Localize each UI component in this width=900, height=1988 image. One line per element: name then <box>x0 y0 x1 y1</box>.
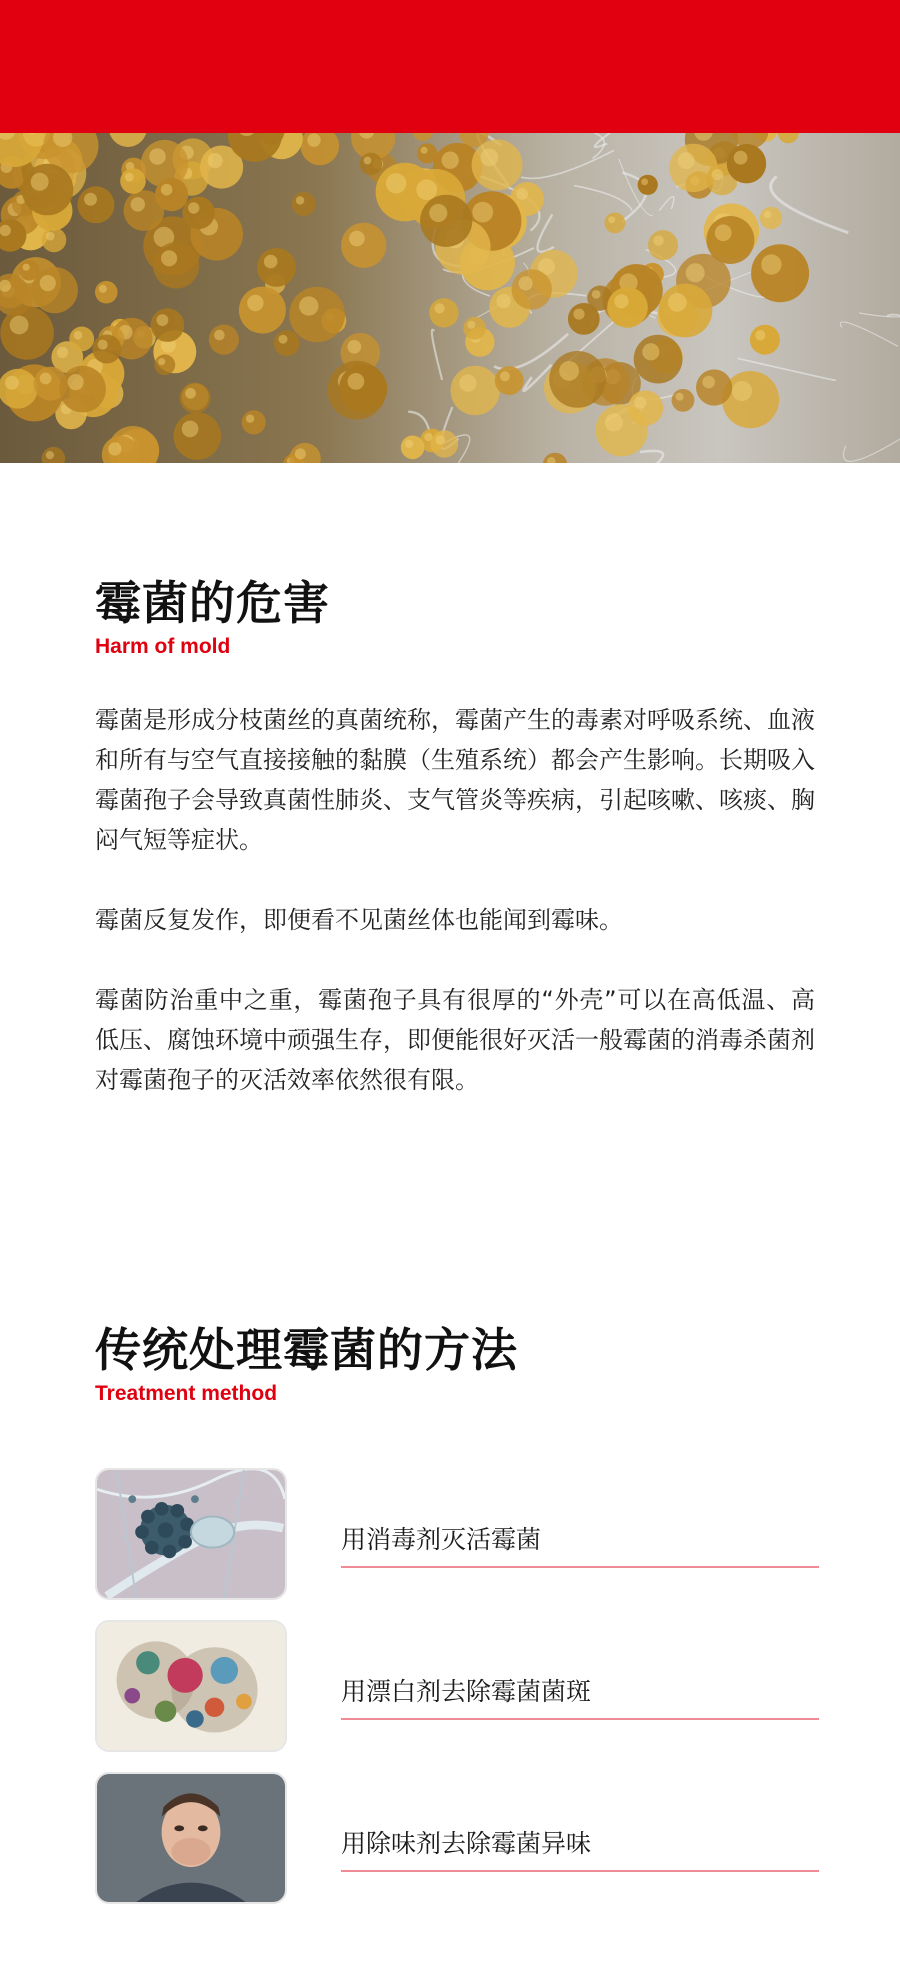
treatment-subtitle: Treatment method <box>95 1381 278 1405</box>
harm-subtitle: Harm of mold <box>95 634 231 658</box>
hero-image-mold-spores <box>0 133 900 463</box>
mold-spots-image <box>95 1620 287 1752</box>
method-underline <box>341 1870 819 1872</box>
top-red-banner <box>0 0 900 133</box>
method-underline <box>341 1566 819 1568</box>
mold-spores-illustration <box>0 133 900 463</box>
method-item-deodorant <box>95 1772 820 1924</box>
method-label: 用除味剂去除霉菌异味 <box>341 1829 592 1858</box>
harm-section-header <box>95 578 815 659</box>
harm-paragraph: 霉菌是形成分枝菌丝的真菌统称，霉菌产生的毒素对呼吸系统、血液和所有与空气直接接触的黏膜（生殖系统）都会产生影响。长期吸入霉菌孢子会导致真菌性肺炎、支气管炎等疾病，引起咳嗽、咳痰、胸闷气短等症状。 <box>95 706 815 854</box>
method-label: 用漂白剂去除霉菌菌斑 <box>341 1677 592 1706</box>
microscope-mold-image <box>95 1468 287 1600</box>
method-label: 用消毒剂灭活霉菌 <box>341 1525 542 1554</box>
method-item-disinfectant <box>95 1468 820 1620</box>
harm-paragraphs <box>95 700 815 1140</box>
method-item-bleach <box>95 1620 820 1772</box>
treatment-method-list <box>95 1468 820 1924</box>
treatment-section-header <box>95 1325 815 1406</box>
man-holding-nose-image <box>95 1772 287 1904</box>
harm-paragraph: 霉菌反复发作，即便看不见菌丝体也能闻到霉味。 <box>95 906 623 934</box>
harm-paragraph: 霉菌防治重中之重，霉菌孢子具有很厚的“外壳”可以在高低温、高低压、腐蚀环境中顽强生存，即便能很好灭活一般霉菌的消毒杀菌剂对霉菌孢子的灭活效率依然很有限。 <box>95 986 815 1094</box>
method-underline <box>341 1718 819 1720</box>
harm-title: 霉菌的危害 <box>95 576 330 630</box>
treatment-title: 传统处理霉菌的方法 <box>95 1323 518 1377</box>
